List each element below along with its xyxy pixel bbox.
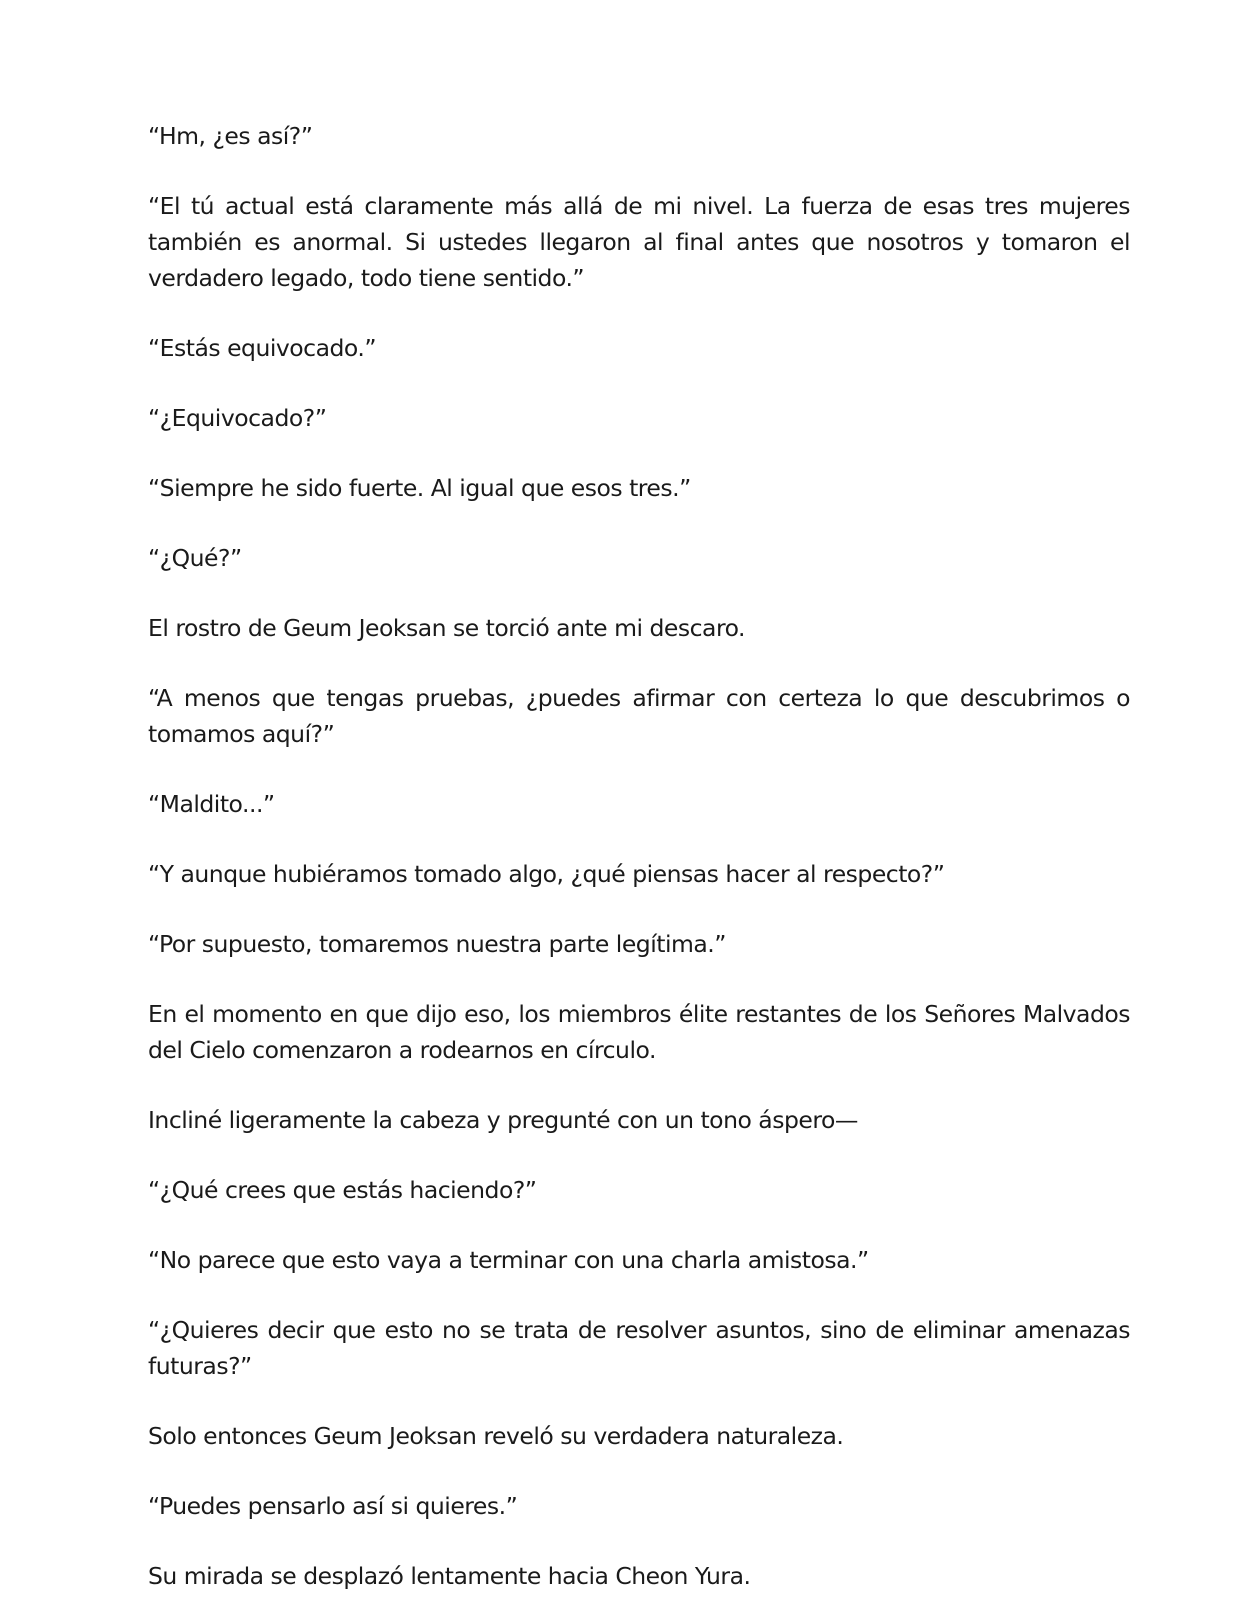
paragraph: En el momento en que dijo eso, los miembros élite restantes de los Señores Malvados del Cielo comenzaron a rodearnos en círculo.	[148, 1000, 1130, 1064]
paragraph: “Maldito...”	[148, 790, 275, 818]
paragraph: “No parece que esto vaya a terminar con una charla amistosa.”	[148, 1246, 869, 1274]
paragraph: “Y aunque hubiéramos tomado algo, ¿qué piensas hacer al respecto?”	[148, 860, 945, 888]
paragraph: “¿Qué crees que estás haciendo?”	[148, 1176, 537, 1204]
document-body	[148, 118, 1130, 1594]
paragraph: “¿Equivocado?”	[148, 404, 327, 432]
paragraph: Solo entonces Geum Jeoksan reveló su verdadera naturaleza.	[148, 1422, 844, 1450]
paragraph: “Estás equivocado.”	[148, 334, 377, 362]
paragraph: “¿Quieres decir que esto no se trata de resolver asuntos, sino de eliminar amenazas futuras?”	[148, 1316, 1130, 1380]
paragraph: “Por supuesto, tomaremos nuestra parte legítima.”	[148, 930, 726, 958]
paragraph: “El tú actual está claramente más allá de mi nivel. La fuerza de esas tres mujeres también es anormal. Si ustedes llegaron al final antes que nosotros y tomaron el verdadero legado, todo tiene sentido.”	[148, 192, 1130, 292]
paragraph: “Siempre he sido fuerte. Al igual que esos tres.”	[148, 474, 691, 502]
paragraph: “Puedes pensarlo así si quieres.”	[148, 1492, 518, 1520]
paragraph: “Hm, ¿es así?”	[148, 122, 313, 150]
paragraph: “¿Qué?”	[148, 544, 242, 572]
paragraph: “A menos que tengas pruebas, ¿puedes afirmar con certeza lo que descubrimos o tomamos aquí?”	[148, 684, 1130, 748]
paragraph: Su mirada se desplazó lentamente hacia Cheon Yura.	[148, 1562, 751, 1590]
paragraph: Incliné ligeramente la cabeza y pregunté con un tono áspero—	[148, 1106, 858, 1134]
paragraph: El rostro de Geum Jeoksan se torció ante mi descaro.	[148, 614, 746, 642]
